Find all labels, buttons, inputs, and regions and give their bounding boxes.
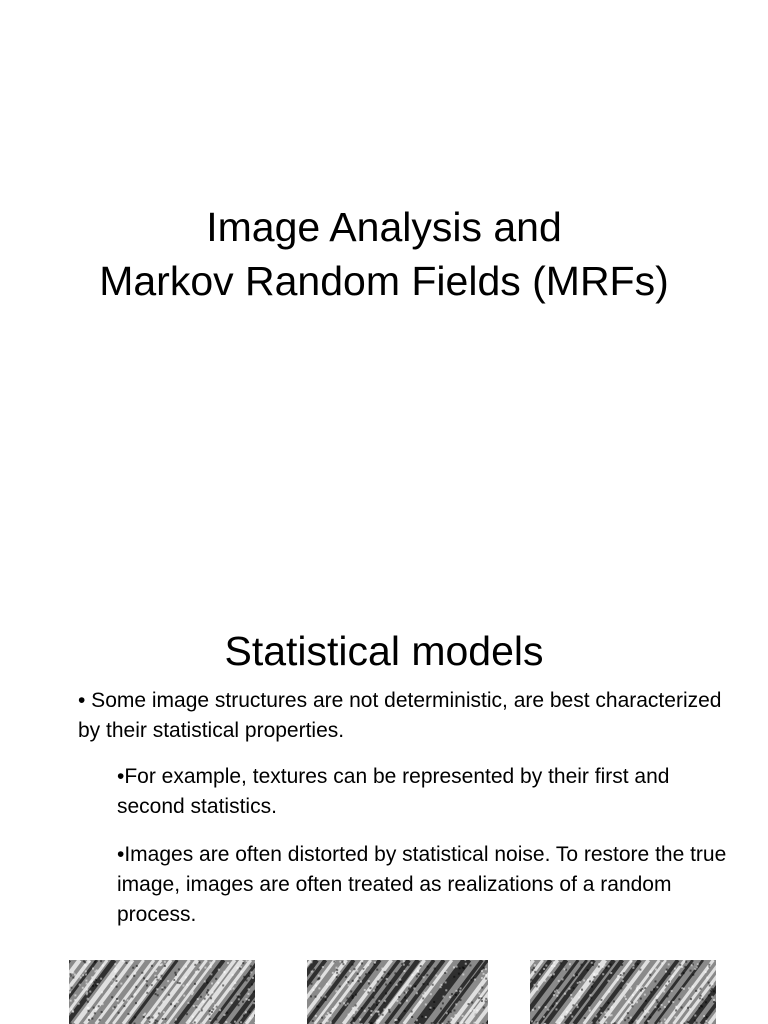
slide-1-title <box>0 200 768 308</box>
slide-2-title: Statistical models <box>224 628 544 674</box>
bullet-point: • Some image structures are not deterministic, are best characterized by their statistical properties. <box>78 689 722 742</box>
texture-pattern <box>307 960 488 1024</box>
title-line-1: Image Analysis and <box>206 204 562 250</box>
texture-pattern <box>69 960 255 1024</box>
texture-sample-image <box>69 960 255 1024</box>
texture-samples <box>0 960 768 1024</box>
slide-statistical-models <box>0 590 768 1024</box>
texture-sample-image <box>530 960 716 1024</box>
title-line-2: Markov Random Fields (MRFs) <box>99 258 669 304</box>
texture-pattern <box>530 960 716 1024</box>
sub-bullet-point: •For example, textures can be represented by their first and second statistics. <box>117 765 670 818</box>
sub-bullet-point: •Images are often distorted by statistical noise. To restore the true image, images are often treated as realizations of a random process. <box>117 843 727 926</box>
texture-sample-image <box>307 960 488 1024</box>
